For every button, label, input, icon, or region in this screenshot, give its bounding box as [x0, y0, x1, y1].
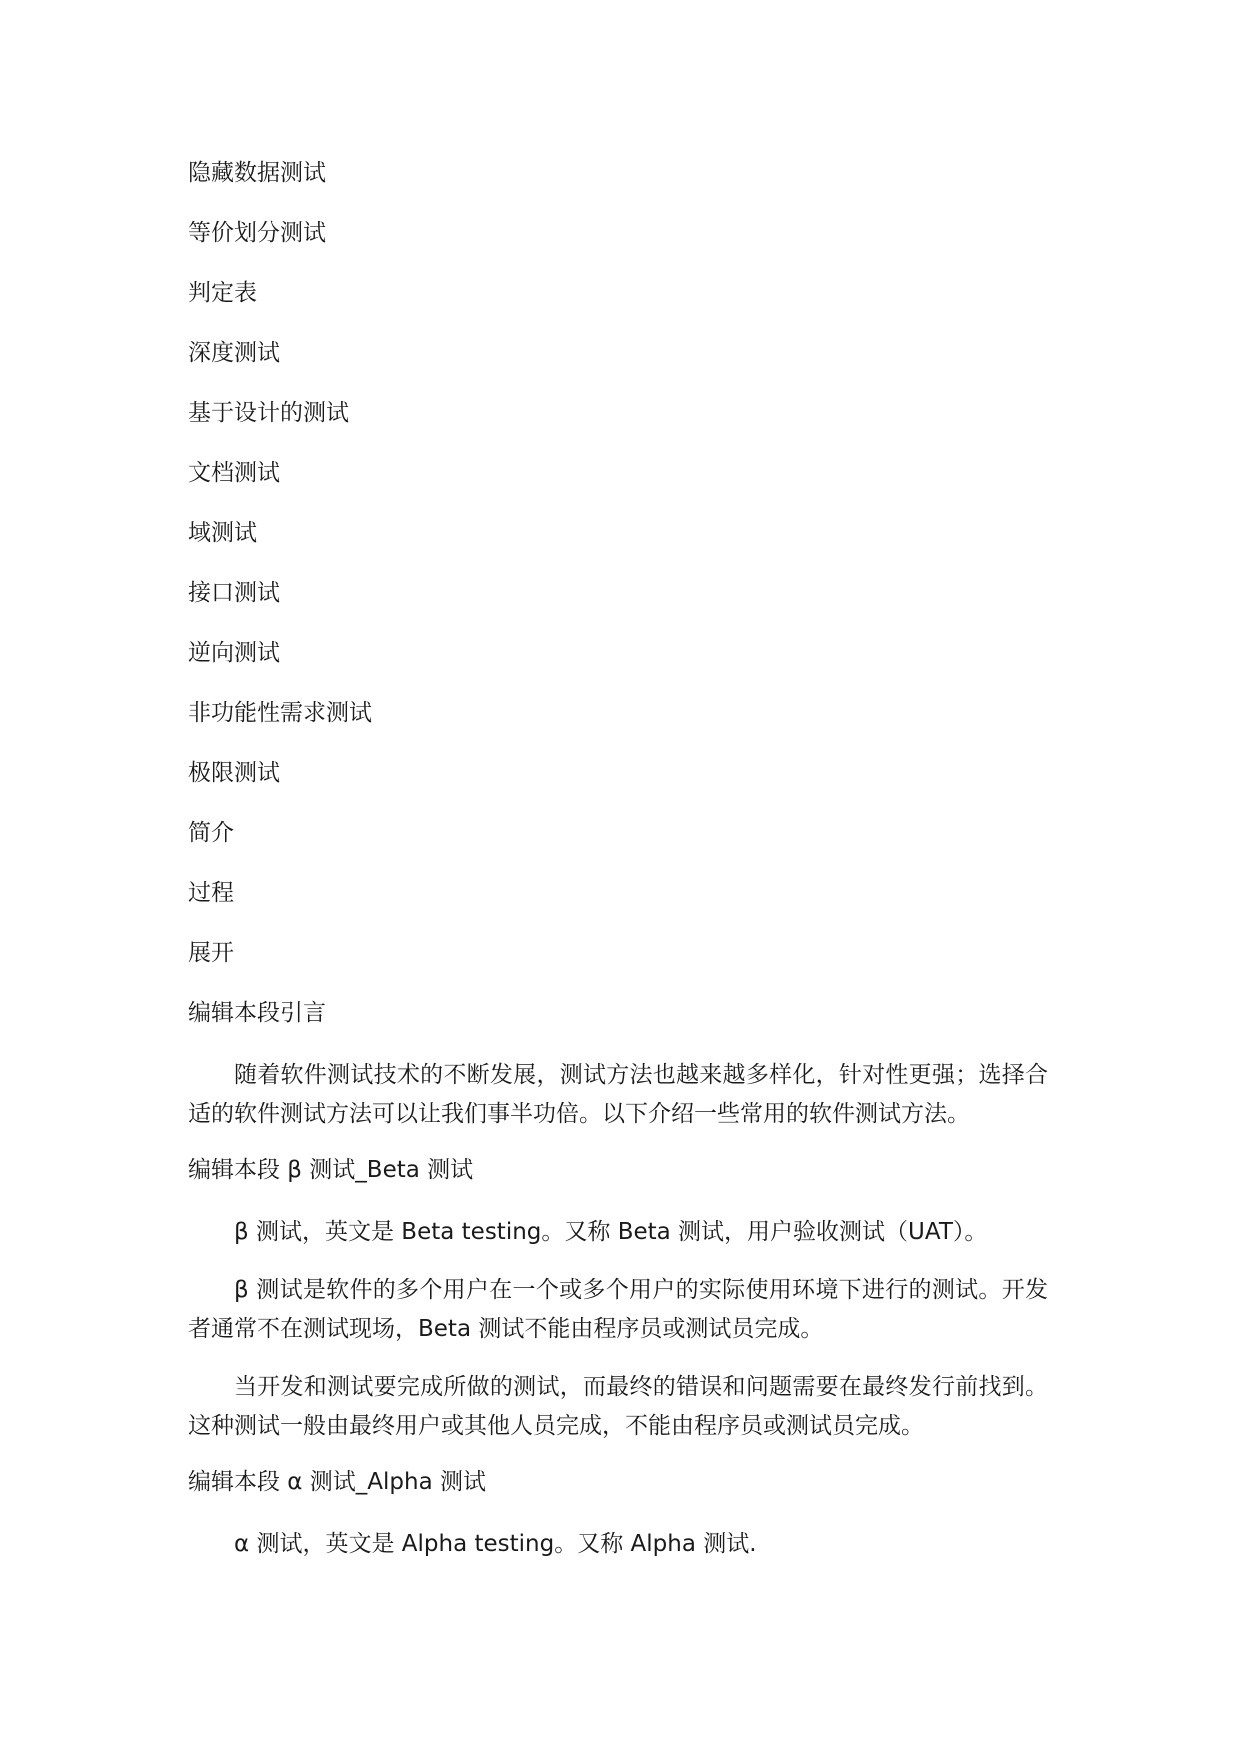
- toc-item[interactable]: 非功能性需求测试: [188, 700, 372, 726]
- toc-item[interactable]: 展开: [188, 940, 234, 966]
- toc-item[interactable]: 域测试: [188, 520, 257, 546]
- paragraph: 随着软件测试技术的不断发展，测试方法也越来越多样化，针对性更强；选择合适的软件测试方法可以让我们事半功倍。以下介绍一些常用的软件测试方法。: [188, 1062, 1048, 1127]
- paragraph: α 测试，英文是 Alpha testing。又称 Alpha 测试.: [234, 1531, 757, 1557]
- section-heading-intro: 编辑本段引言: [188, 1000, 326, 1026]
- toc-item[interactable]: 极限测试: [188, 760, 280, 786]
- toc-item[interactable]: 隐藏数据测试: [188, 160, 326, 186]
- toc-item[interactable]: 判定表: [188, 280, 257, 306]
- toc-item[interactable]: 深度测试: [188, 340, 280, 366]
- toc-item[interactable]: 简介: [188, 820, 234, 846]
- toc-item[interactable]: 等价划分测试: [188, 220, 326, 246]
- toc-item[interactable]: 基于设计的测试: [188, 400, 349, 426]
- toc-item[interactable]: 文档测试: [188, 460, 280, 486]
- toc-item[interactable]: 逆向测试: [188, 640, 280, 666]
- paragraph: 当开发和测试要完成所做的测试，而最终的错误和问题需要在最终发行前找到。这种测试一般由最终用户或其他人员完成，不能由程序员或测试员完成。: [188, 1374, 1048, 1439]
- toc-item[interactable]: 接口测试: [188, 580, 280, 606]
- paragraph: β 测试，英文是 Beta testing。又称 Beta 测试，用户验收测试（UAT）。: [234, 1219, 988, 1245]
- paragraph: β 测试是软件的多个用户在一个或多个用户的实际使用环境下进行的测试。开发者通常不在测试现场，Beta 测试不能由程序员或测试员完成。: [188, 1277, 1048, 1342]
- document-content: [188, 156, 1048, 1583]
- section-heading-beta: 编辑本段 β 测试_Beta 测试: [188, 1157, 474, 1183]
- toc-item[interactable]: 过程: [188, 880, 234, 906]
- section-heading-alpha: 编辑本段 α 测试_Alpha 测试: [188, 1469, 486, 1495]
